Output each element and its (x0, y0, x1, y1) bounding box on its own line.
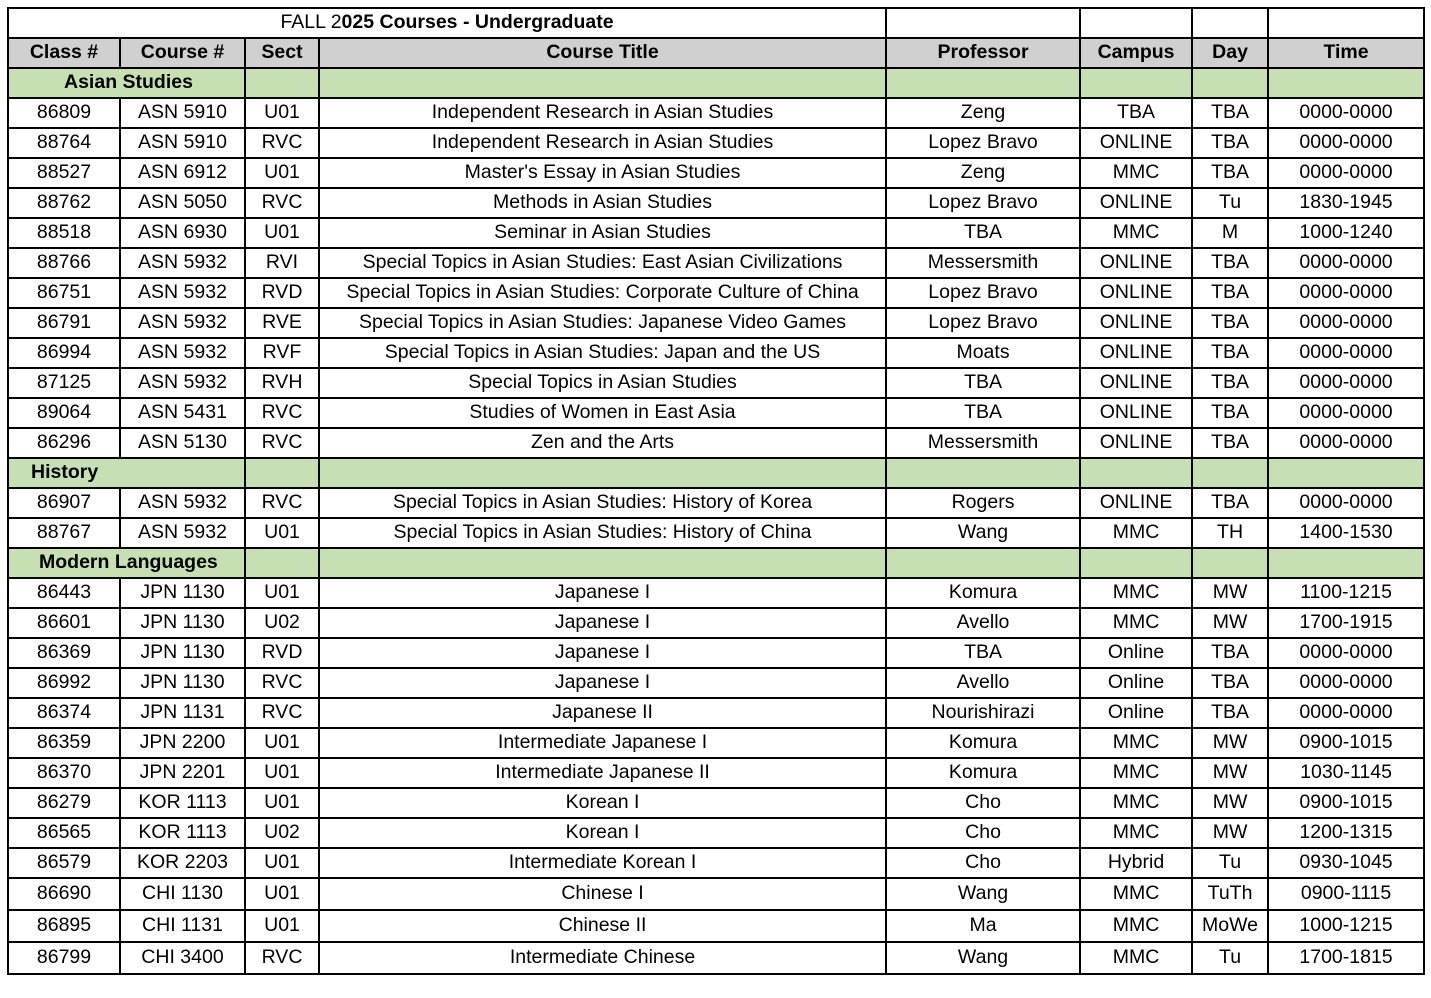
table-row (8, 188, 1424, 218)
campus-cell: MMC (1080, 578, 1192, 608)
course-number-cell: ASN 6930 (120, 218, 245, 248)
course-title-cell: Methods in Asian Studies (319, 188, 886, 218)
time-cell: 0000-0000 (1268, 698, 1424, 728)
section-label: History (8, 458, 245, 488)
day-cell: MW (1192, 728, 1268, 758)
section-cell: RVI (245, 248, 319, 278)
section-blank-cell (886, 458, 1080, 488)
section-cell: RVC (245, 698, 319, 728)
time-cell: 0000-0000 (1268, 278, 1424, 308)
campus-cell: MMC (1080, 728, 1192, 758)
course-number-cell: JPN 1130 (120, 608, 245, 638)
time-cell: 1700-1915 (1268, 608, 1424, 638)
class-number-cell: 86791 (8, 308, 120, 338)
header-day: Day (1192, 38, 1268, 68)
day-cell: TBA (1192, 698, 1268, 728)
course-title-cell: Master's Essay in Asian Studies (319, 158, 886, 188)
time-cell: 1030-1145 (1268, 758, 1424, 788)
course-number-cell: ASN 5050 (120, 188, 245, 218)
day-cell: TH (1192, 518, 1268, 548)
class-number-cell: 87125 (8, 368, 120, 398)
table-row (8, 398, 1424, 428)
day-cell: TBA (1192, 128, 1268, 158)
section-cell: RVC (245, 488, 319, 518)
campus-cell: ONLINE (1080, 248, 1192, 278)
professor-cell: Messersmith (886, 428, 1080, 458)
course-number-cell: JPN 2201 (120, 758, 245, 788)
section-header-row (8, 548, 1424, 578)
page-title (8, 8, 886, 38)
table-row (8, 98, 1424, 128)
section-cell: RVF (245, 338, 319, 368)
table-row (8, 698, 1424, 728)
day-cell: MW (1192, 788, 1268, 818)
section-cell: U01 (245, 758, 319, 788)
professor-cell: Messersmith (886, 248, 1080, 278)
title-blank-cell (886, 8, 1080, 38)
course-title-cell: Special Topics in Asian Studies: History of Korea (319, 488, 886, 518)
section-blank-cell (1268, 548, 1424, 578)
class-number-cell: 88762 (8, 188, 120, 218)
professor-cell: Moats (886, 338, 1080, 368)
header-campus: Campus (1080, 38, 1192, 68)
campus-cell: MMC (1080, 218, 1192, 248)
day-cell: Tu (1192, 848, 1268, 878)
class-number-cell: 86565 (8, 818, 120, 848)
course-title-cell: Independent Research in Asian Studies (319, 128, 886, 158)
day-cell: TBA (1192, 398, 1268, 428)
course-number-cell: JPN 1130 (120, 578, 245, 608)
section-cell: U01 (245, 910, 319, 942)
professor-cell: Ma (886, 910, 1080, 942)
table-row (8, 878, 1424, 910)
course-title-cell: Special Topics in Asian Studies: Japan and the US (319, 338, 886, 368)
day-cell: MW (1192, 818, 1268, 848)
course-title-cell: Japanese I (319, 578, 886, 608)
campus-cell: Online (1080, 668, 1192, 698)
section-blank-cell (1080, 68, 1192, 98)
day-cell: Tu (1192, 942, 1268, 974)
table-row (8, 942, 1424, 974)
table-row (8, 368, 1424, 398)
header-section: Sect (245, 38, 319, 68)
day-cell: TBA (1192, 668, 1268, 698)
professor-cell: Nourishirazi (886, 698, 1080, 728)
course-number-cell: ASN 5932 (120, 518, 245, 548)
course-title-cell: Korean I (319, 818, 886, 848)
time-cell: 0000-0000 (1268, 428, 1424, 458)
table-row (8, 728, 1424, 758)
class-number-cell: 86751 (8, 278, 120, 308)
professor-cell: Avello (886, 668, 1080, 698)
title-rest: 025 Courses - Undergraduate (341, 11, 614, 34)
course-number-cell: ASN 5431 (120, 398, 245, 428)
campus-cell: TBA (1080, 98, 1192, 128)
time-cell: 1400-1530 (1268, 518, 1424, 548)
table-row (8, 488, 1424, 518)
campus-cell: MMC (1080, 942, 1192, 974)
campus-cell: Online (1080, 638, 1192, 668)
time-cell: 0000-0000 (1268, 638, 1424, 668)
course-title-cell: Special Topics in Asian Studies: East Asian Civilizations (319, 248, 886, 278)
day-cell: TBA (1192, 248, 1268, 278)
professor-cell: Komura (886, 578, 1080, 608)
section-cell: U01 (245, 848, 319, 878)
title-blank-cell (1192, 8, 1268, 38)
day-cell: Tu (1192, 188, 1268, 218)
time-cell: 0000-0000 (1268, 338, 1424, 368)
professor-cell: TBA (886, 638, 1080, 668)
course-number-cell: KOR 2203 (120, 848, 245, 878)
campus-cell: MMC (1080, 910, 1192, 942)
table-row (8, 608, 1424, 638)
course-title-cell: Japanese I (319, 668, 886, 698)
professor-cell: Komura (886, 728, 1080, 758)
class-number-cell: 86443 (8, 578, 120, 608)
campus-cell: Online (1080, 698, 1192, 728)
class-number-cell: 86601 (8, 608, 120, 638)
time-cell: 1830-1945 (1268, 188, 1424, 218)
campus-cell: MMC (1080, 608, 1192, 638)
professor-cell: Rogers (886, 488, 1080, 518)
course-title-cell: Intermediate Chinese (319, 942, 886, 974)
section-blank-cell (1268, 68, 1424, 98)
table-row (8, 578, 1424, 608)
professor-cell: Lopez Bravo (886, 278, 1080, 308)
header-class-number: Class # (8, 38, 120, 68)
course-number-cell: KOR 1113 (120, 788, 245, 818)
table-row (8, 638, 1424, 668)
time-cell: 0930-1045 (1268, 848, 1424, 878)
class-number-cell: 88518 (8, 218, 120, 248)
table-row (8, 308, 1424, 338)
class-number-cell: 86994 (8, 338, 120, 368)
day-cell: TBA (1192, 98, 1268, 128)
course-title-cell: Zen and the Arts (319, 428, 886, 458)
course-table (7, 7, 1425, 975)
day-cell: TBA (1192, 158, 1268, 188)
professor-cell: Zeng (886, 158, 1080, 188)
section-label: Asian Studies (8, 68, 245, 98)
class-number-cell: 88767 (8, 518, 120, 548)
time-cell: 1700-1815 (1268, 942, 1424, 974)
course-title-cell: Korean I (319, 788, 886, 818)
table-row (8, 128, 1424, 158)
course-title-cell: Intermediate Japanese I (319, 728, 886, 758)
day-cell: TBA (1192, 368, 1268, 398)
course-title-cell: Special Topics in Asian Studies: History of China (319, 518, 886, 548)
course-title-cell: Chinese I (319, 878, 886, 910)
course-title-cell: Studies of Women in East Asia (319, 398, 886, 428)
time-cell: 1000-1215 (1268, 910, 1424, 942)
header-professor: Professor (886, 38, 1080, 68)
campus-cell: ONLINE (1080, 128, 1192, 158)
course-title-cell: Japanese II (319, 698, 886, 728)
time-cell: 0000-0000 (1268, 488, 1424, 518)
class-number-cell: 88764 (8, 128, 120, 158)
campus-cell: ONLINE (1080, 488, 1192, 518)
day-cell: MW (1192, 608, 1268, 638)
time-cell: 1000-1240 (1268, 218, 1424, 248)
table-row (8, 818, 1424, 848)
section-blank-cell (1080, 458, 1192, 488)
class-number-cell: 86809 (8, 98, 120, 128)
time-cell: 0000-0000 (1268, 308, 1424, 338)
class-number-cell: 86579 (8, 848, 120, 878)
course-title-cell: Special Topics in Asian Studies: Corporate Culture of China (319, 278, 886, 308)
course-number-cell: ASN 5910 (120, 98, 245, 128)
time-cell: 0900-1015 (1268, 728, 1424, 758)
professor-cell: Zeng (886, 98, 1080, 128)
class-number-cell: 89064 (8, 398, 120, 428)
campus-cell: MMC (1080, 818, 1192, 848)
class-number-cell: 86907 (8, 488, 120, 518)
time-cell: 1100-1215 (1268, 578, 1424, 608)
campus-cell: ONLINE (1080, 428, 1192, 458)
section-cell: RVC (245, 428, 319, 458)
section-blank-cell (319, 458, 886, 488)
header-course-title: Course Title (319, 38, 886, 68)
campus-cell: ONLINE (1080, 398, 1192, 428)
class-number-cell: 86370 (8, 758, 120, 788)
title-row (8, 8, 1424, 38)
campus-cell: MMC (1080, 518, 1192, 548)
course-number-cell: ASN 5932 (120, 368, 245, 398)
section-header-row (8, 68, 1424, 98)
section-cell: RVC (245, 668, 319, 698)
section-blank-cell (1268, 458, 1424, 488)
table-row (8, 910, 1424, 942)
section-cell: U01 (245, 728, 319, 758)
table-row (8, 788, 1424, 818)
time-cell: 0900-1115 (1268, 878, 1424, 910)
course-number-cell: ASN 5932 (120, 338, 245, 368)
course-number-cell: CHI 3400 (120, 942, 245, 974)
campus-cell: ONLINE (1080, 338, 1192, 368)
section-blank-cell (1192, 68, 1268, 98)
class-number-cell: 86799 (8, 942, 120, 974)
course-number-cell: CHI 1131 (120, 910, 245, 942)
section-cell: U01 (245, 218, 319, 248)
time-cell: 0000-0000 (1268, 398, 1424, 428)
header-course-number: Course # (120, 38, 245, 68)
table-row (8, 668, 1424, 698)
time-cell: 0000-0000 (1268, 158, 1424, 188)
course-title-cell: Seminar in Asian Studies (319, 218, 886, 248)
course-number-cell: JPN 1130 (120, 638, 245, 668)
section-cell: U01 (245, 578, 319, 608)
campus-cell: MMC (1080, 158, 1192, 188)
table-row (8, 338, 1424, 368)
section-blank-cell (886, 68, 1080, 98)
day-cell: MoWe (1192, 910, 1268, 942)
time-cell: 0000-0000 (1268, 128, 1424, 158)
day-cell: TBA (1192, 428, 1268, 458)
course-number-cell: ASN 5932 (120, 308, 245, 338)
table-row (8, 518, 1424, 548)
campus-cell: ONLINE (1080, 368, 1192, 398)
section-cell: U02 (245, 608, 319, 638)
section-cell: RVE (245, 308, 319, 338)
campus-cell: Hybrid (1080, 848, 1192, 878)
time-cell: 0000-0000 (1268, 98, 1424, 128)
section-blank-cell (1192, 458, 1268, 488)
day-cell: MW (1192, 758, 1268, 788)
professor-cell: TBA (886, 398, 1080, 428)
time-cell: 1200-1315 (1268, 818, 1424, 848)
section-cell: RVH (245, 368, 319, 398)
course-title-cell: Special Topics in Asian Studies: Japanese Video Games (319, 308, 886, 338)
title-blank-cell (1268, 8, 1424, 38)
section-cell: RVC (245, 398, 319, 428)
day-cell: MW (1192, 578, 1268, 608)
course-number-cell: ASN 5130 (120, 428, 245, 458)
course-title-cell: Special Topics in Asian Studies (319, 368, 886, 398)
section-blank-cell (1080, 548, 1192, 578)
day-cell: TBA (1192, 638, 1268, 668)
course-number-cell: JPN 1130 (120, 668, 245, 698)
professor-cell: TBA (886, 368, 1080, 398)
title-blank-cell (1080, 8, 1192, 38)
campus-cell: ONLINE (1080, 278, 1192, 308)
professor-cell: Wang (886, 878, 1080, 910)
professor-cell: Cho (886, 848, 1080, 878)
class-number-cell: 86895 (8, 910, 120, 942)
course-number-cell: JPN 2200 (120, 728, 245, 758)
day-cell: M (1192, 218, 1268, 248)
professor-cell: TBA (886, 218, 1080, 248)
section-header-row (8, 458, 1424, 488)
professor-cell: Komura (886, 758, 1080, 788)
course-title-cell: Japanese I (319, 638, 886, 668)
table-row (8, 428, 1424, 458)
course-title-cell: Intermediate Japanese II (319, 758, 886, 788)
time-cell: 0900-1015 (1268, 788, 1424, 818)
campus-cell: MMC (1080, 758, 1192, 788)
table-row (8, 218, 1424, 248)
header-row (8, 38, 1424, 68)
professor-cell: Cho (886, 818, 1080, 848)
table-row (8, 758, 1424, 788)
professor-cell: Wang (886, 518, 1080, 548)
day-cell: TuTh (1192, 878, 1268, 910)
day-cell: TBA (1192, 308, 1268, 338)
course-number-cell: ASN 5932 (120, 278, 245, 308)
course-number-cell: CHI 1130 (120, 878, 245, 910)
course-number-cell: ASN 6912 (120, 158, 245, 188)
table-row (8, 248, 1424, 278)
professor-cell: Lopez Bravo (886, 128, 1080, 158)
day-cell: TBA (1192, 338, 1268, 368)
class-number-cell: 86359 (8, 728, 120, 758)
section-cell: RVC (245, 942, 319, 974)
time-cell: 0000-0000 (1268, 248, 1424, 278)
course-title-cell: Japanese I (319, 608, 886, 638)
campus-cell: ONLINE (1080, 188, 1192, 218)
header-time: Time (1268, 38, 1424, 68)
class-number-cell: 86279 (8, 788, 120, 818)
section-cell: U02 (245, 818, 319, 848)
class-number-cell: 86992 (8, 668, 120, 698)
professor-cell: Avello (886, 608, 1080, 638)
campus-cell: ONLINE (1080, 308, 1192, 338)
section-blank-cell (1192, 548, 1268, 578)
section-cell: RVD (245, 278, 319, 308)
table-row (8, 158, 1424, 188)
course-number-cell: KOR 1113 (120, 818, 245, 848)
table-row (8, 848, 1424, 878)
professor-cell: Lopez Bravo (886, 308, 1080, 338)
section-blank-cell (886, 548, 1080, 578)
section-label: Modern Languages (8, 548, 245, 578)
course-number-cell: ASN 5932 (120, 488, 245, 518)
section-cell: U01 (245, 158, 319, 188)
time-cell: 0000-0000 (1268, 368, 1424, 398)
section-blank-cell (245, 458, 319, 488)
section-blank-cell (245, 68, 319, 98)
title-prefix: FALL 2 (280, 11, 342, 34)
section-cell: U01 (245, 878, 319, 910)
table-row (8, 278, 1424, 308)
professor-cell: Lopez Bravo (886, 188, 1080, 218)
course-title-cell: Independent Research in Asian Studies (319, 98, 886, 128)
section-blank-cell (245, 548, 319, 578)
day-cell: TBA (1192, 278, 1268, 308)
section-blank-cell (319, 68, 886, 98)
class-number-cell: 86374 (8, 698, 120, 728)
campus-cell: MMC (1080, 788, 1192, 818)
campus-cell: MMC (1080, 878, 1192, 910)
class-number-cell: 88527 (8, 158, 120, 188)
course-number-cell: ASN 5932 (120, 248, 245, 278)
course-title-cell: Intermediate Korean I (319, 848, 886, 878)
section-cell: U01 (245, 518, 319, 548)
professor-cell: Cho (886, 788, 1080, 818)
course-number-cell: ASN 5910 (120, 128, 245, 158)
section-cell: RVC (245, 128, 319, 158)
professor-cell: Wang (886, 942, 1080, 974)
class-number-cell: 86369 (8, 638, 120, 668)
day-cell: TBA (1192, 488, 1268, 518)
course-title-cell: Chinese II (319, 910, 886, 942)
section-cell: RVC (245, 188, 319, 218)
class-number-cell: 86296 (8, 428, 120, 458)
section-cell: U01 (245, 98, 319, 128)
section-cell: U01 (245, 788, 319, 818)
course-number-cell: JPN 1131 (120, 698, 245, 728)
time-cell: 0000-0000 (1268, 668, 1424, 698)
section-blank-cell (319, 548, 886, 578)
class-number-cell: 86690 (8, 878, 120, 910)
section-cell: RVD (245, 638, 319, 668)
class-number-cell: 88766 (8, 248, 120, 278)
